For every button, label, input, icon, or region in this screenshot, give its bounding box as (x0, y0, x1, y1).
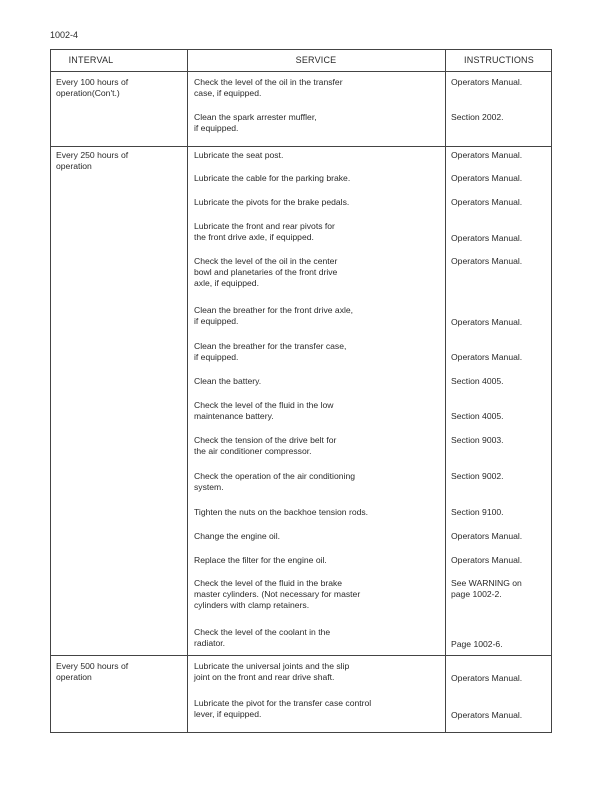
instructions-text: Operators Manual. (451, 317, 523, 327)
service-text: Lubricate the cable for the parking brake. (194, 173, 351, 183)
service-text: Clean the breather for the transfer case, if equipped. (194, 341, 347, 362)
page-number: 1002-4 (50, 30, 79, 40)
column-divider (187, 50, 188, 732)
interval-label: Every 500 hours of operation (56, 661, 129, 682)
instructions-text: Operators Manual. (451, 352, 523, 362)
instructions-text: Operators Manual. (451, 673, 523, 683)
header-divider (51, 71, 551, 72)
instructions-text: See WARNING on page 1002-2. (451, 578, 522, 599)
service-text: Change the engine oil. (194, 531, 281, 541)
service-text: Replace the filter for the engine oil. (194, 555, 327, 565)
instructions-text: Operators Manual. (451, 173, 523, 183)
instructions-text: Operators Manual. (451, 531, 523, 541)
instructions-text: Operators Manual. (451, 150, 523, 160)
service-text: Clean the spark arrester muffler, if equipped. (194, 112, 317, 133)
instructions-text: Section 9100. (451, 507, 504, 517)
service-text: Check the tension of the drive belt for the air conditioner compressor. (194, 435, 337, 456)
service-text: Check the operation of the air conditioning system. (194, 471, 355, 492)
instructions-text: Operators Manual. (451, 256, 523, 266)
group-divider (51, 655, 551, 656)
interval-label: Every 250 hours of operation (56, 150, 129, 171)
instructions-text: Operators Manual. (451, 233, 523, 243)
service-text: Check the level of the oil in the transfer case, if equipped. (194, 77, 343, 98)
instructions-text: Section 9003. (451, 435, 504, 445)
service-text: Lubricate the universal joints and the slip joint on the front and rear drive shaft. (194, 661, 350, 682)
instructions-text: Section 9002. (451, 471, 504, 481)
instructions-text: Section 2002. (451, 112, 504, 122)
service-text: Clean the battery. (194, 376, 262, 386)
instructions-text: Operators Manual. (451, 710, 523, 720)
header-instructions: INSTRUCTIONS (464, 55, 534, 65)
service-text: Lubricate the seat post. (194, 150, 284, 160)
instructions-text: Section 4005. (451, 376, 504, 386)
instructions-text: Section 4005. (451, 411, 504, 421)
service-text: Lubricate the pivot for the transfer case control lever, if equipped. (194, 698, 372, 719)
instructions-text: Operators Manual. (451, 197, 523, 207)
group-divider (51, 146, 551, 147)
instructions-text: Operators Manual. (451, 555, 523, 565)
service-text: Check the level of the oil in the center bowl and planetaries of the front drive axle, if equipped. (194, 256, 338, 288)
instructions-text: Page 1002-6. (451, 639, 503, 649)
service-text: Lubricate the pivots for the brake pedals. (194, 197, 350, 207)
service-text: Clean the breather for the front drive axle, if equipped. (194, 305, 354, 326)
header-interval: INTERVAL (68, 55, 114, 65)
interval-label: Every 100 hours of operation(Con't.) (56, 77, 129, 98)
header-service: SERVICE (295, 55, 337, 65)
service-text: Check the level of the fluid in the low maintenance battery. (194, 400, 334, 421)
maintenance-table (50, 49, 552, 733)
service-text: Check the level of the coolant in the radiator. (194, 627, 331, 648)
service-text: Lubricate the front and rear pivots for the front drive axle, if equipped. (194, 221, 335, 242)
column-divider (445, 50, 446, 732)
service-text: Tighten the nuts on the backhoe tension rods. (194, 507, 369, 517)
service-text: Check the level of the fluid in the brake master cylinders. (Not necessary for master cylinders with clamp retainers. (194, 578, 361, 610)
instructions-text: Operators Manual. (451, 77, 523, 87)
